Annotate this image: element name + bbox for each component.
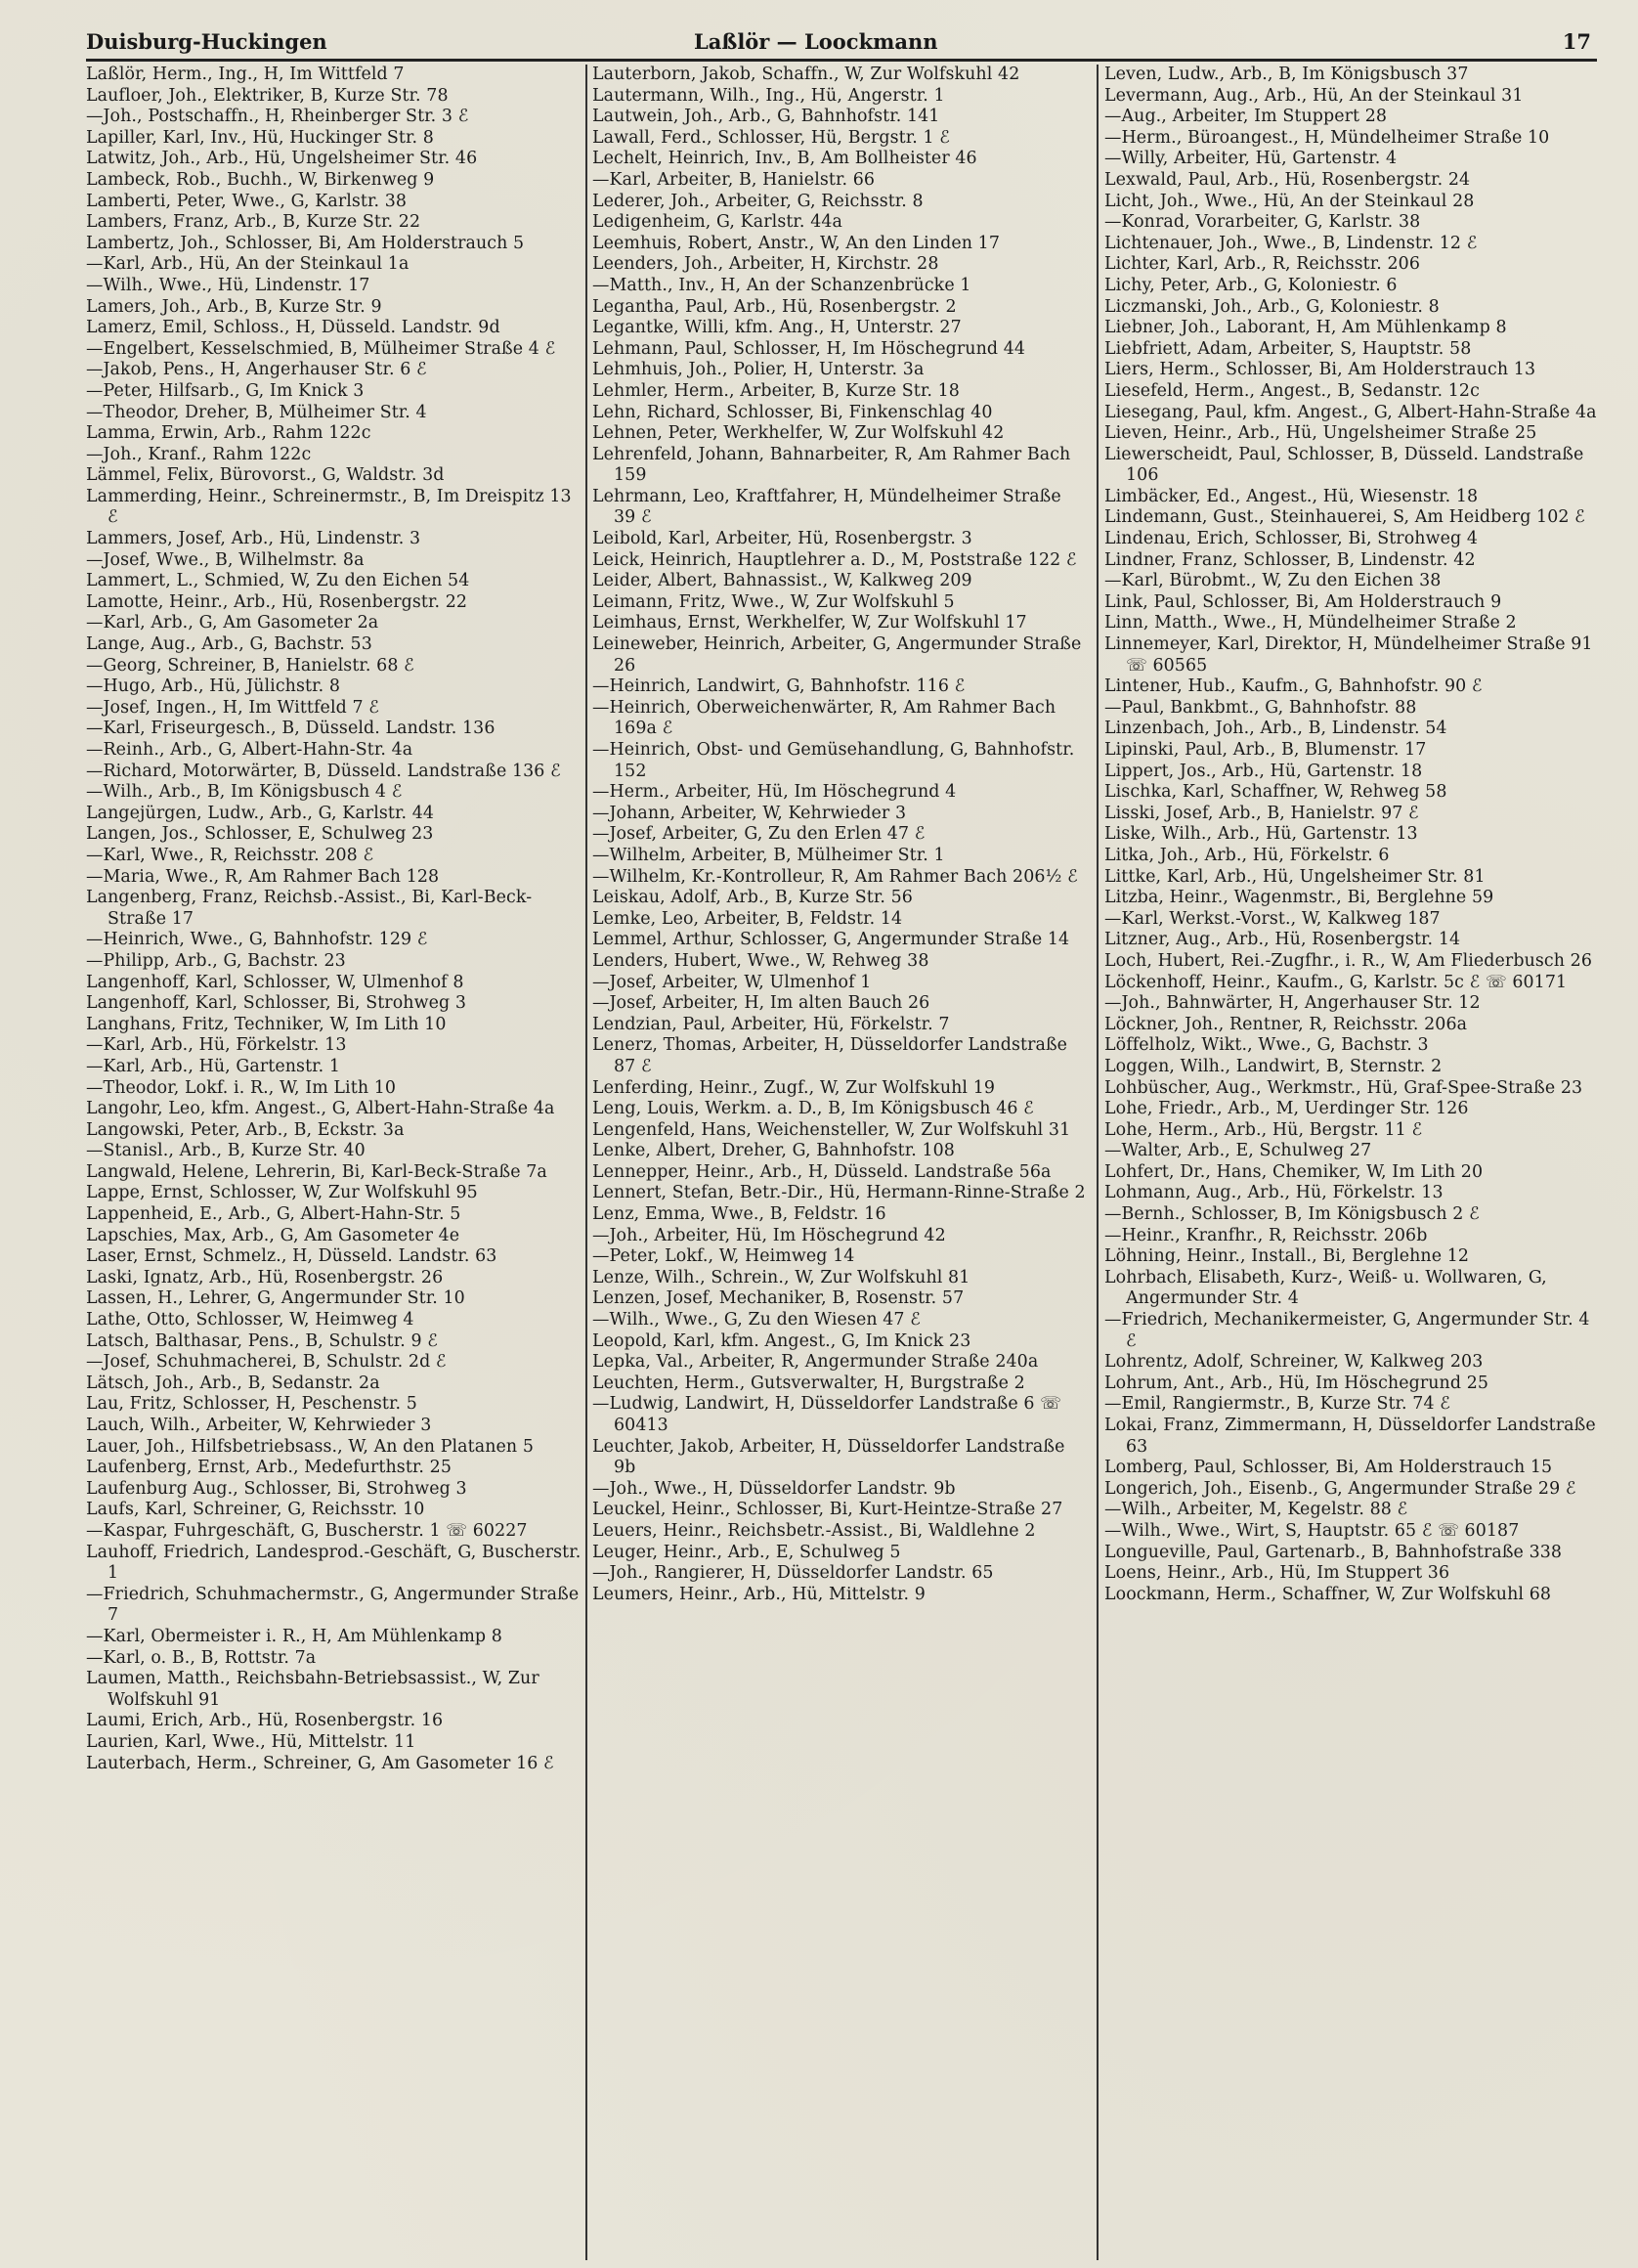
column-3 xyxy=(1104,65,1597,2260)
directory-entry: —Herm., Arbeiter, Hü, Im Höschegrund 4 xyxy=(592,782,957,803)
directory-entry: Lemke, Leo, Arbeiter, B, Feldstr. 14 xyxy=(592,908,903,929)
directory-entry: Lenerz, Thomas, Arbeiter, H, Düsseldorfer Landstraße 87 ℰ xyxy=(592,1035,1068,1076)
directory-entry: Löhning, Heinr., Install., Bi, Berglehne 12 xyxy=(1104,1246,1470,1267)
directory-entry: Lambertz, Joh., Schlosser, Bi, Am Holderstrauch 5 xyxy=(86,233,525,253)
directory-entry: —Hugo, Arb., Hü, Jülichstr. 8 xyxy=(86,676,340,697)
directory-entry: —Josef, Ingen., H, Im Wittfeld 7 ℰ xyxy=(86,697,379,718)
directory-entry: Lieven, Heinr., Arb., Hü, Ungelsheimer Straße 25 xyxy=(1104,423,1537,444)
directory-entry: —Karl, Arb., Hü, Gartenstr. 1 xyxy=(86,1056,341,1076)
directory-entry: Leibold, Karl, Arbeiter, Hü, Rosenbergstr. 3 xyxy=(592,529,972,549)
directory-entry: Lemmel, Arthur, Schlosser, G, Angermunder Straße 14 xyxy=(592,930,1070,950)
directory-entry: Lendzian, Paul, Arbeiter, Hü, Förkelstr. 7 xyxy=(592,1014,950,1034)
directory-entry: Lindenau, Erich, Schlosser, Bi, Strohweg 4 xyxy=(1104,529,1478,549)
directory-entry: Lauhoff, Friedrich, Landesprod.-Geschäft, G, Buscherstr. 1 xyxy=(86,1542,582,1584)
directory-entry: Lenke, Albert, Dreher, G, Bahnhofstr. 108 xyxy=(592,1141,955,1161)
directory-entry: Lexwald, Paul, Arb., Hü, Rosenbergstr. 24 xyxy=(1104,169,1471,190)
directory-entry: Leick, Heinrich, Hauptlehrer a. D., M, Poststraße 122 ℰ xyxy=(592,549,1077,570)
directory-entry: —Heinr., Kranfhr., R, Reichsstr. 206b xyxy=(1104,1225,1428,1245)
directory-entry: Lassen, H., Lehrer, G, Angermunder Str. 10 xyxy=(86,1288,465,1309)
running-head-place: Duisburg-Huckingen xyxy=(86,29,327,54)
directory-entry: Loens, Heinr., Arb., Hü, Im Stuppert 36 xyxy=(1104,1563,1450,1584)
directory-entry: Löffelholz, Wikt., Wwe., G, Bachstr. 3 xyxy=(1104,1035,1429,1056)
directory-entry: Lintener, Hub., Kaufm., G, Bahnhofstr. 90 ℰ xyxy=(1104,676,1483,697)
directory-entry: Leiskau, Adolf, Arb., B, Kurze Str. 56 xyxy=(592,888,913,908)
directory-entry: Litka, Joh., Arb., Hü, Förkelstr. 6 xyxy=(1104,845,1390,865)
directory-entry: Lehrenfeld, Johann, Bahnarbeiter, R, Am Rahmer Bach 159 xyxy=(592,444,1071,486)
directory-entry: —Josef, Arbeiter, G, Zu den Erlen 47 ℰ xyxy=(592,824,926,845)
directory-entry: Löckenhoff, Heinr., Kaufm., G, Karlstr. 5c ℰ ☏ 60171 xyxy=(1104,972,1568,992)
directory-entry: Lau, Fritz, Schlosser, H, Peschenstr. 5 xyxy=(86,1394,417,1415)
directory-entry: Lauterbach, Herm., Schreiner, G, Am Gasometer 16 ℰ xyxy=(86,1753,554,1773)
page-header xyxy=(86,27,1591,61)
directory-entry: —Josef, Wwe., B, Wilhelmstr. 8a xyxy=(86,549,365,570)
directory-entry: Lapschies, Max, Arb., G, Am Gasometer 4e xyxy=(86,1225,460,1245)
directory-entry: Laser, Ernst, Schmelz., H, Düsseld. Landstr. 63 xyxy=(86,1246,497,1267)
directory-entry: —Peter, Hilfsarb., G, Im Knick 3 xyxy=(86,380,365,401)
directory-entry: Langenhoff, Karl, Schlosser, W, Ulmenhof 8 xyxy=(86,972,464,992)
directory-entry: Lichter, Karl, Arb., R, Reichsstr. 206 xyxy=(1104,254,1420,275)
directory-entry: Leuckel, Heinr., Schlosser, Bi, Kurt-Heintze-Straße 27 xyxy=(592,1500,1063,1520)
directory-entry: —Karl, Werkst.-Vorst., W, Kalkweg 187 xyxy=(1104,908,1441,929)
directory-entry: Langhans, Fritz, Techniker, W, Im Lith 10 xyxy=(86,1014,447,1034)
directory-entry: —Engelbert, Kesselschmied, B, Mülheimer Straße 4 ℰ xyxy=(86,338,556,359)
directory-entry: Longueville, Paul, Gartenarb., B, Bahnhofstraße 338 xyxy=(1104,1542,1563,1562)
directory-entry: Lenders, Hubert, Wwe., W, Rehweg 38 xyxy=(592,950,929,971)
directory-entry: Liebner, Joh., Laborant, H, Am Mühlenkamp 8 xyxy=(1104,318,1507,338)
directory-entry: —Friedrich, Schuhmachermstr., G, Angermunder Straße 7 xyxy=(86,1584,580,1626)
directory-entry: Lamotte, Heinr., Arb., Hü, Rosenbergstr. 22 xyxy=(86,591,468,612)
directory-entry: Lapiller, Karl, Inv., Hü, Huckinger Str. 8 xyxy=(86,127,434,148)
directory-entry: Lamma, Erwin, Arb., Rahm 122c xyxy=(86,423,371,444)
directory-entry: Löckner, Joh., Rentner, R, Reichsstr. 206a xyxy=(1104,1014,1468,1034)
directory-entry: Lisski, Josef, Arb., B, Hanielstr. 97 ℰ xyxy=(1104,803,1419,823)
directory-entry: —Konrad, Vorarbeiter, G, Karlstr. 38 xyxy=(1104,212,1421,233)
directory-entry: Loockmann, Herm., Schaffner, W, Zur Wolfskuhl 68 xyxy=(1104,1584,1552,1604)
directory-entry: Leimann, Fritz, Wwe., W, Zur Wolfskuhl 5 xyxy=(592,591,955,612)
directory-entry: —Wilhelm, Kr.-Kontrolleur, R, Am Rahmer Bach 206½ ℰ xyxy=(592,866,1078,887)
running-head-name-range: Laßlör — Loockmann xyxy=(694,29,938,54)
directory-entry: Lindner, Franz, Schlosser, B, Lindenstr. 42 xyxy=(1104,549,1476,570)
directory-entry: —Heinrich, Obst- und Gemüsehandlung, G, Bahnhofstr. 152 xyxy=(592,740,1075,781)
directory-entry: Liesefeld, Herm., Angest., B, Sedanstr. 12c xyxy=(1104,380,1480,401)
directory-entry: —Josef, Arbeiter, H, Im alten Bauch 26 xyxy=(592,993,930,1014)
directory-entry: Lehmhuis, Joh., Polier, H, Unterstr. 3a xyxy=(592,360,925,380)
directory-entry: Licht, Joh., Wwe., Hü, An der Steinkaul 28 xyxy=(1104,191,1475,211)
directory-entry: —Josef, Schuhmacherei, B, Schulstr. 2d ℰ xyxy=(86,1352,447,1373)
directory-entry: Laufs, Karl, Schreiner, G, Reichsstr. 10 xyxy=(86,1500,425,1520)
directory-entry: Leng, Louis, Werkm. a. D., B, Im Königsbusch 46 ℰ xyxy=(592,1099,1034,1119)
directory-entry: Liewerscheidt, Paul, Schlosser, B, Düsseld. Landstraße 106 xyxy=(1104,444,1584,486)
directory-entry: —Karl, Bürobmt., W, Zu den Eichen 38 xyxy=(1104,571,1442,591)
directory-entry: —Joh., Rangierer, H, Düsseldorfer Landstr. 65 xyxy=(592,1563,994,1584)
directory-entry: Leider, Albert, Bahnassist., W, Kalkweg 209 xyxy=(592,571,972,591)
directory-entry: Lischka, Karl, Schaffner, W, Rehweg 58 xyxy=(1104,782,1447,803)
directory-entry: Lautwein, Joh., Arb., G, Bahnhofstr. 141 xyxy=(592,107,940,127)
directory-entry: Langohr, Leo, kfm. Angest., G, Albert-Hahn-Straße 4a xyxy=(86,1099,555,1119)
directory-entry: Leumers, Heinr., Arb., Hü, Mittelstr. 9 xyxy=(592,1584,926,1604)
header-divider xyxy=(86,59,1597,62)
directory-entry: Lammers, Josef, Arb., Hü, Lindenstr. 3 xyxy=(86,529,421,549)
directory-entry: —Kaspar, Fuhrgeschäft, G, Buscherstr. 1 ☏ 60227 xyxy=(86,1520,528,1541)
directory-entry: Leven, Ludw., Arb., B, Im Königsbusch 37 xyxy=(1104,65,1469,84)
directory-entry: Loggen, Wilh., Landwirt, B, Sternstr. 2 xyxy=(1104,1056,1443,1076)
directory-entry: Lehn, Richard, Schlosser, Bi, Finkenschlag 40 xyxy=(592,402,993,422)
directory-entry: —Theodor, Lokf. i. R., W, Im Lith 10 xyxy=(86,1077,397,1098)
directory-entry: Lehnen, Peter, Werkhelfer, W, Zur Wolfskuhl 42 xyxy=(592,423,1005,444)
directory-entry: Lohrentz, Adolf, Schreiner, W, Kalkweg 203 xyxy=(1104,1352,1484,1373)
directory-entry: Lederer, Joh., Arbeiter, G, Reichsstr. 8 xyxy=(592,191,924,211)
directory-entry: —Peter, Lokf., W, Heimweg 14 xyxy=(592,1246,855,1267)
directory-entry: —Joh., Wwe., H, Düsseldorfer Landstr. 9b xyxy=(592,1478,956,1499)
directory-entry: Lohfert, Dr., Hans, Chemiker, W, Im Lith 20 xyxy=(1104,1161,1484,1182)
directory-entry: Lohmann, Aug., Arb., Hü, Förkelstr. 13 xyxy=(1104,1183,1444,1203)
directory-entry: —Wilh., Wwe., Wirt, S, Hauptstr. 65 ℰ ☏ 60187 xyxy=(1104,1520,1520,1541)
directory-entry: Lennepper, Heinr., Arb., H, Düsseld. Landstraße 56a xyxy=(592,1161,1052,1182)
directory-entry: —Walter, Arb., E, Schulweg 27 xyxy=(1104,1141,1372,1161)
directory-entry: —Johann, Arbeiter, W, Kehrwieder 3 xyxy=(592,803,907,823)
directory-entry: —Karl, Obermeister i. R., H, Am Mühlenkamp 8 xyxy=(86,1626,502,1646)
column-1 xyxy=(86,65,582,2260)
directory-entry: Leuers, Heinr., Reichsbetr.-Assist., Bi, Waldlehne 2 xyxy=(592,1520,1036,1541)
directory-entry: Lamers, Joh., Arb., B, Kurze Str. 9 xyxy=(86,296,382,317)
directory-entry: —Joh., Arbeiter, Hü, Im Höschegrund 42 xyxy=(592,1225,946,1245)
directory-entry: —Karl, o. B., B, Rottstr. 7a xyxy=(86,1647,317,1668)
directory-entry: —Aug., Arbeiter, Im Stuppert 28 xyxy=(1104,107,1388,127)
directory-entry: —Karl, Friseurgesch., B, Düsseld. Landstr. 136 xyxy=(86,719,496,739)
directory-entry: Lenze, Wilh., Schrein., W, Zur Wolfskuhl 81 xyxy=(592,1267,970,1287)
directory-entry: Lamberti, Peter, Wwe., G, Karlstr. 38 xyxy=(86,191,408,211)
directory-entry: Laski, Ignatz, Arb., Hü, Rosenbergstr. 26 xyxy=(86,1267,444,1287)
directory-entry: Lenz, Emma, Wwe., B, Feldstr. 16 xyxy=(592,1204,886,1225)
directory-entry: Lauterborn, Jakob, Schaffn., W, Zur Wolfskuhl 42 xyxy=(592,65,1020,84)
directory-entry: Laßlör, Herm., Ing., H, Im Wittfeld 7 xyxy=(86,65,405,84)
directory-entry: Liske, Wilh., Arb., Hü, Gartenstr. 13 xyxy=(1104,824,1418,845)
directory-entry: Lindemann, Gust., Steinhauerei, S, Am Heidberg 102 ℰ xyxy=(1104,507,1585,528)
directory-entry: Lehmann, Paul, Schlosser, H, Im Höschegrund 44 xyxy=(592,338,1026,359)
directory-entry: Lamerz, Emil, Schloss., H, Düsseld. Landstr. 9d xyxy=(86,318,500,338)
directory-entry: —Bernh., Schlosser, B, Im Königsbusch 2 ℰ xyxy=(1104,1204,1480,1225)
directory-entry: Loch, Hubert, Rei.-Zugfhr., i. R., W, Am Fliederbusch 26 xyxy=(1104,950,1592,971)
directory-entry: Lohe, Friedr., Arb., M, Uerdinger Str. 126 xyxy=(1104,1099,1469,1119)
directory-entry: —Richard, Motorwärter, B, Düsseld. Landstraße 136 ℰ xyxy=(86,761,561,781)
directory-entry: Liebfriett, Adam, Arbeiter, S, Hauptstr. 58 xyxy=(1104,338,1472,359)
directory-entry: Lauch, Wilh., Arbeiter, W, Kehrwieder 3 xyxy=(86,1416,432,1435)
directory-entry: Lomberg, Paul, Schlosser, Bi, Am Holderstrauch 15 xyxy=(1104,1458,1553,1478)
directory-entry: —Jakob, Pens., H, Angerhauser Str. 6 ℰ xyxy=(86,360,427,380)
directory-entry: Langen, Jos., Schlosser, E, Schulweg 23 xyxy=(86,824,434,845)
directory-entry: Laufenburg Aug., Schlosser, Bi, Strohweg 3 xyxy=(86,1478,467,1499)
directory-entry: —Joh., Postschaffn., H, Rheinberger Str. 3 ℰ xyxy=(86,107,469,127)
directory-entry: Latsch, Balthasar, Pens., B, Schulstr. 9 ℰ xyxy=(86,1330,438,1351)
directory-entry: Langenhoff, Karl, Schlosser, Bi, Strohweg 3 xyxy=(86,993,466,1014)
directory-entry: —Karl, Arb., Hü, Förkelstr. 13 xyxy=(86,1035,347,1056)
directory-entry: Lappe, Ernst, Schlosser, W, Zur Wolfskuhl 95 xyxy=(86,1183,478,1203)
directory-entry: Littke, Karl, Arb., Hü, Ungelsheimer Str. 81 xyxy=(1104,866,1486,887)
directory-entry: —Karl, Arb., Hü, An der Steinkaul 1a xyxy=(86,254,410,275)
directory-entry: Lehmler, Herm., Arbeiter, B, Kurze Str. 18 xyxy=(592,380,960,401)
directory-entry: Lange, Aug., Arb., G, Bachstr. 53 xyxy=(86,634,372,655)
directory-entry: Lengenfeld, Hans, Weichensteller, W, Zur Wolfskuhl 31 xyxy=(592,1119,1071,1140)
directory-entry: Leopold, Karl, kfm. Angest., G, Im Knick 23 xyxy=(592,1330,971,1351)
directory-entry: —Herm., Büroangest., H, Mündelheimer Straße 10 xyxy=(1104,127,1550,148)
directory-entry: —Karl, Wwe., R, Reichsstr. 208 ℰ xyxy=(86,845,374,865)
directory-entry: Legantha, Paul, Arb., Hü, Rosenbergstr. 2 xyxy=(592,296,957,317)
column-2 xyxy=(592,65,1087,2260)
directory-entry: —Georg, Schreiner, B, Hanielstr. 68 ℰ xyxy=(86,655,414,676)
directory-columns xyxy=(86,65,1597,2260)
directory-entry: Lechelt, Heinrich, Inv., B, Am Bollheister 46 xyxy=(592,149,977,169)
directory-entry: Leineweber, Heinrich, Arbeiter, G, Angermunder Straße 26 xyxy=(592,634,1082,676)
directory-entry: —Stanisl., Arb., B, Kurze Str. 40 xyxy=(86,1141,366,1161)
directory-entry: Leenders, Joh., Arbeiter, H, Kirchstr. 28 xyxy=(592,254,939,275)
directory-entry: Lätsch, Joh., Arb., B, Sedanstr. 2a xyxy=(86,1373,380,1393)
directory-entry: Linn, Matth., Wwe., H, Mündelheimer Straße 2 xyxy=(1104,613,1517,633)
directory-entry: —Heinrich, Oberweichenwärter, R, Am Rahmer Bach 169a ℰ xyxy=(592,697,1056,739)
directory-entry: Limbäcker, Ed., Angest., Hü, Wiesenstr. 18 xyxy=(1104,486,1479,506)
directory-entry: Laufenberg, Ernst, Arb., Medefurthstr. 25 xyxy=(86,1458,452,1478)
directory-entry: Levermann, Aug., Arb., Hü, An der Steinkaul 31 xyxy=(1104,85,1524,106)
directory-entry: Liers, Herm., Schlosser, Bi, Am Holderstrauch 13 xyxy=(1104,360,1536,380)
directory-entry: —Josef, Arbeiter, W, Ulmenhof 1 xyxy=(592,972,872,992)
directory-entry: Laurien, Karl, Wwe., Hü, Mittelstr. 11 xyxy=(86,1731,416,1752)
directory-entry: Lathe, Otto, Schlosser, W, Heimweg 4 xyxy=(86,1310,414,1330)
directory-entry: —Willy, Arbeiter, Hü, Gartenstr. 4 xyxy=(1104,149,1398,169)
directory-entry: Liczmanski, Joh., Arb., G, Koloniestr. 8 xyxy=(1104,296,1440,317)
directory-entry: Litzner, Aug., Arb., Hü, Rosenbergstr. 14 xyxy=(1104,930,1461,950)
directory-entry: —Karl, Arbeiter, B, Hanielstr. 66 xyxy=(592,169,876,190)
directory-entry: Lauer, Joh., Hilfsbetriebsass., W, An den Platanen 5 xyxy=(86,1436,534,1457)
directory-entry: —Paul, Bankbmt., G, Bahnhofstr. 88 xyxy=(1104,697,1417,718)
directory-entry: Lohrbach, Elisabeth, Kurz-, Weiß- u. Wollwaren, G, Angermunder Str. 4 xyxy=(1104,1267,1547,1309)
directory-entry: —Joh., Bahnwärter, H, Angerhauser Str. 12 xyxy=(1104,993,1481,1014)
directory-entry: —Karl, Arb., G, Am Gasometer 2a xyxy=(86,613,379,633)
directory-entry: Latwitz, Joh., Arb., Hü, Ungelsheimer Str. 46 xyxy=(86,149,478,169)
directory-entry: Lennert, Stefan, Betr.-Dir., Hü, Hermann-Rinne-Straße 2 xyxy=(592,1183,1086,1203)
directory-entry: —Matth., Inv., H, An der Schanzenbrücke 1 xyxy=(592,275,971,295)
directory-entry: —Wilh., Wwe., G, Zu den Wiesen 47 ℰ xyxy=(592,1310,921,1330)
directory-entry: Lohe, Herm., Arb., Hü, Bergstr. 11 ℰ xyxy=(1104,1119,1423,1140)
directory-entry: Litzba, Heinr., Wagenmstr., Bi, Berglehne 59 xyxy=(1104,888,1494,908)
directory-entry: Lichtenauer, Joh., Wwe., B, Lindenstr. 12 ℰ xyxy=(1104,233,1478,253)
directory-entry: Lohrum, Ant., Arb., Hü, Im Höschegrund 25 xyxy=(1104,1373,1489,1393)
directory-entry: —Maria, Wwe., R, Am Rahmer Bach 128 xyxy=(86,866,440,887)
directory-entry: Langenberg, Franz, Reichsb.-Assist., Bi, Karl-Beck-Straße 17 xyxy=(86,888,533,929)
directory-entry: Leimhaus, Ernst, Werkhelfer, W, Zur Wolfskuhl 17 xyxy=(592,613,1027,633)
directory-entry: —Wilh., Arb., B, Im Königsbusch 4 ℰ xyxy=(86,782,403,803)
directory-entry: Lippert, Jos., Arb., Hü, Gartenstr. 18 xyxy=(1104,761,1423,781)
directory-entry: Linnemeyer, Karl, Direktor, H, Mündelheimer Straße 91 ☏ 60565 xyxy=(1104,634,1593,676)
directory-entry: —Emil, Rangiermstr., B, Kurze Str. 74 ℰ xyxy=(1104,1394,1450,1415)
directory-entry: —Heinrich, Landwirt, G, Bahnhofstr. 116 ℰ xyxy=(592,676,966,697)
directory-entry: —Wilh., Wwe., Hü, Lindenstr. 17 xyxy=(86,275,370,295)
directory-entry: Leemhuis, Robert, Anstr., W, An den Linden 17 xyxy=(592,233,1000,253)
directory-entry: Leuchter, Jakob, Arbeiter, H, Düsseldorfer Landstraße 9b xyxy=(592,1436,1065,1478)
directory-entry: Lenzen, Josef, Mechaniker, B, Rosenstr. 57 xyxy=(592,1288,965,1309)
directory-entry: Lenferding, Heinr., Zugf., W, Zur Wolfskuhl 19 xyxy=(592,1077,996,1098)
directory-entry: Legantke, Willi, kfm. Ang., H, Unterstr. 27 xyxy=(592,318,962,338)
directory-entry: Leuchten, Herm., Gutsverwalter, H, Burgstraße 2 xyxy=(592,1373,1025,1393)
directory-entry: Linzenbach, Joh., Arb., B, Lindenstr. 54 xyxy=(1104,719,1447,739)
directory-entry: Lämmel, Felix, Bürovorst., G, Waldstr. 3d xyxy=(86,465,445,486)
directory-entry: Lammerding, Heinr., Schreinermstr., B, Im Dreispitz 13 ℰ xyxy=(86,486,572,528)
directory-entry: Lawall, Ferd., Schlosser, Hü, Bergstr. 1 ℰ xyxy=(592,127,950,148)
directory-entry: Link, Paul, Schlosser, Bi, Am Holderstrauch 9 xyxy=(1104,591,1502,612)
directory-entry: Lappenheid, E., Arb., G, Albert-Hahn-Str. 5 xyxy=(86,1204,461,1225)
column-divider xyxy=(585,65,587,2260)
directory-entry: Laumi, Erich, Arb., Hü, Rosenbergstr. 16 xyxy=(86,1711,444,1731)
directory-entry: —Reinh., Arb., G, Albert-Hahn-Str. 4a xyxy=(86,740,413,760)
directory-entry: Lammert, L., Schmied, W, Zu den Eichen 54 xyxy=(86,571,470,591)
directory-entry: —Ludwig, Landwirt, H, Düsseldorfer Landstraße 6 ☏ 60413 xyxy=(592,1394,1062,1435)
directory-entry: Laumen, Matth., Reichsbahn-Betriebsassist., W, Zur Wolfskuhl 91 xyxy=(86,1669,539,1710)
directory-entry: Lipinski, Paul, Arb., B, Blumenstr. 17 xyxy=(1104,740,1427,760)
directory-entry: Laufloer, Joh., Elektriker, B, Kurze Str. 78 xyxy=(86,85,449,106)
directory-entry: —Wilhelm, Arbeiter, B, Mülheimer Str. 1 xyxy=(592,845,945,865)
directory-entry: Langejürgen, Ludw., Arb., G, Karlstr. 44 xyxy=(86,803,435,823)
directory-entry: Lambeck, Rob., Buchh., W, Birkenweg 9 xyxy=(86,169,435,190)
directory-entry: Liesegang, Paul, kfm. Angest., G, Albert-Hahn-Straße 4a xyxy=(1104,402,1597,422)
directory-entry: —Philipp, Arb., G, Bachstr. 23 xyxy=(86,950,346,971)
directory-entry: —Theodor, Dreher, B, Mülheimer Str. 4 xyxy=(86,402,427,422)
directory-entry: Leuger, Heinr., Arb., E, Schulweg 5 xyxy=(592,1542,901,1562)
directory-entry: Lohbüscher, Aug., Werkmstr., Hü, Graf-Spee-Straße 23 xyxy=(1104,1077,1583,1098)
column-divider xyxy=(1097,65,1099,2260)
directory-entry: Langwald, Helene, Lehrerin, Bi, Karl-Beck-Straße 7a xyxy=(86,1161,547,1182)
directory-entry: Lehrmann, Leo, Kraftfahrer, H, Mündelheimer Straße 39 ℰ xyxy=(592,486,1061,528)
directory-entry: —Heinrich, Wwe., G, Bahnhofstr. 129 ℰ xyxy=(86,930,428,950)
directory-entry: Lautermann, Wilh., Ing., Hü, Angerstr. 1 xyxy=(592,85,945,106)
directory-entry: Lichy, Peter, Arb., G, Koloniestr. 6 xyxy=(1104,275,1398,295)
directory-entry: Lepka, Val., Arbeiter, R, Angermunder Straße 240a xyxy=(592,1352,1039,1373)
directory-entry: —Friedrich, Mechanikermeister, G, Angermunder Str. 4 ℰ xyxy=(1104,1310,1590,1351)
directory-entry: —Wilh., Arbeiter, M, Kegelstr. 88 ℰ xyxy=(1104,1500,1408,1520)
directory-entry: Langowski, Peter, Arb., B, Eckstr. 3a xyxy=(86,1119,405,1140)
directory-entry: Lambers, Franz, Arb., B, Kurze Str. 22 xyxy=(86,212,421,233)
directory-entry: Ledigenheim, G, Karlstr. 44a xyxy=(592,212,842,233)
directory-entry: Lokai, Franz, Zimmermann, H, Düsseldorfer Landstraße 63 xyxy=(1104,1416,1596,1457)
directory-entry: —Joh., Kranf., Rahm 122c xyxy=(86,444,312,464)
directory-entry: Longerich, Joh., Eisenb., G, Angermunder Straße 29 ℰ xyxy=(1104,1478,1576,1499)
page-number: 17 xyxy=(1562,29,1591,54)
